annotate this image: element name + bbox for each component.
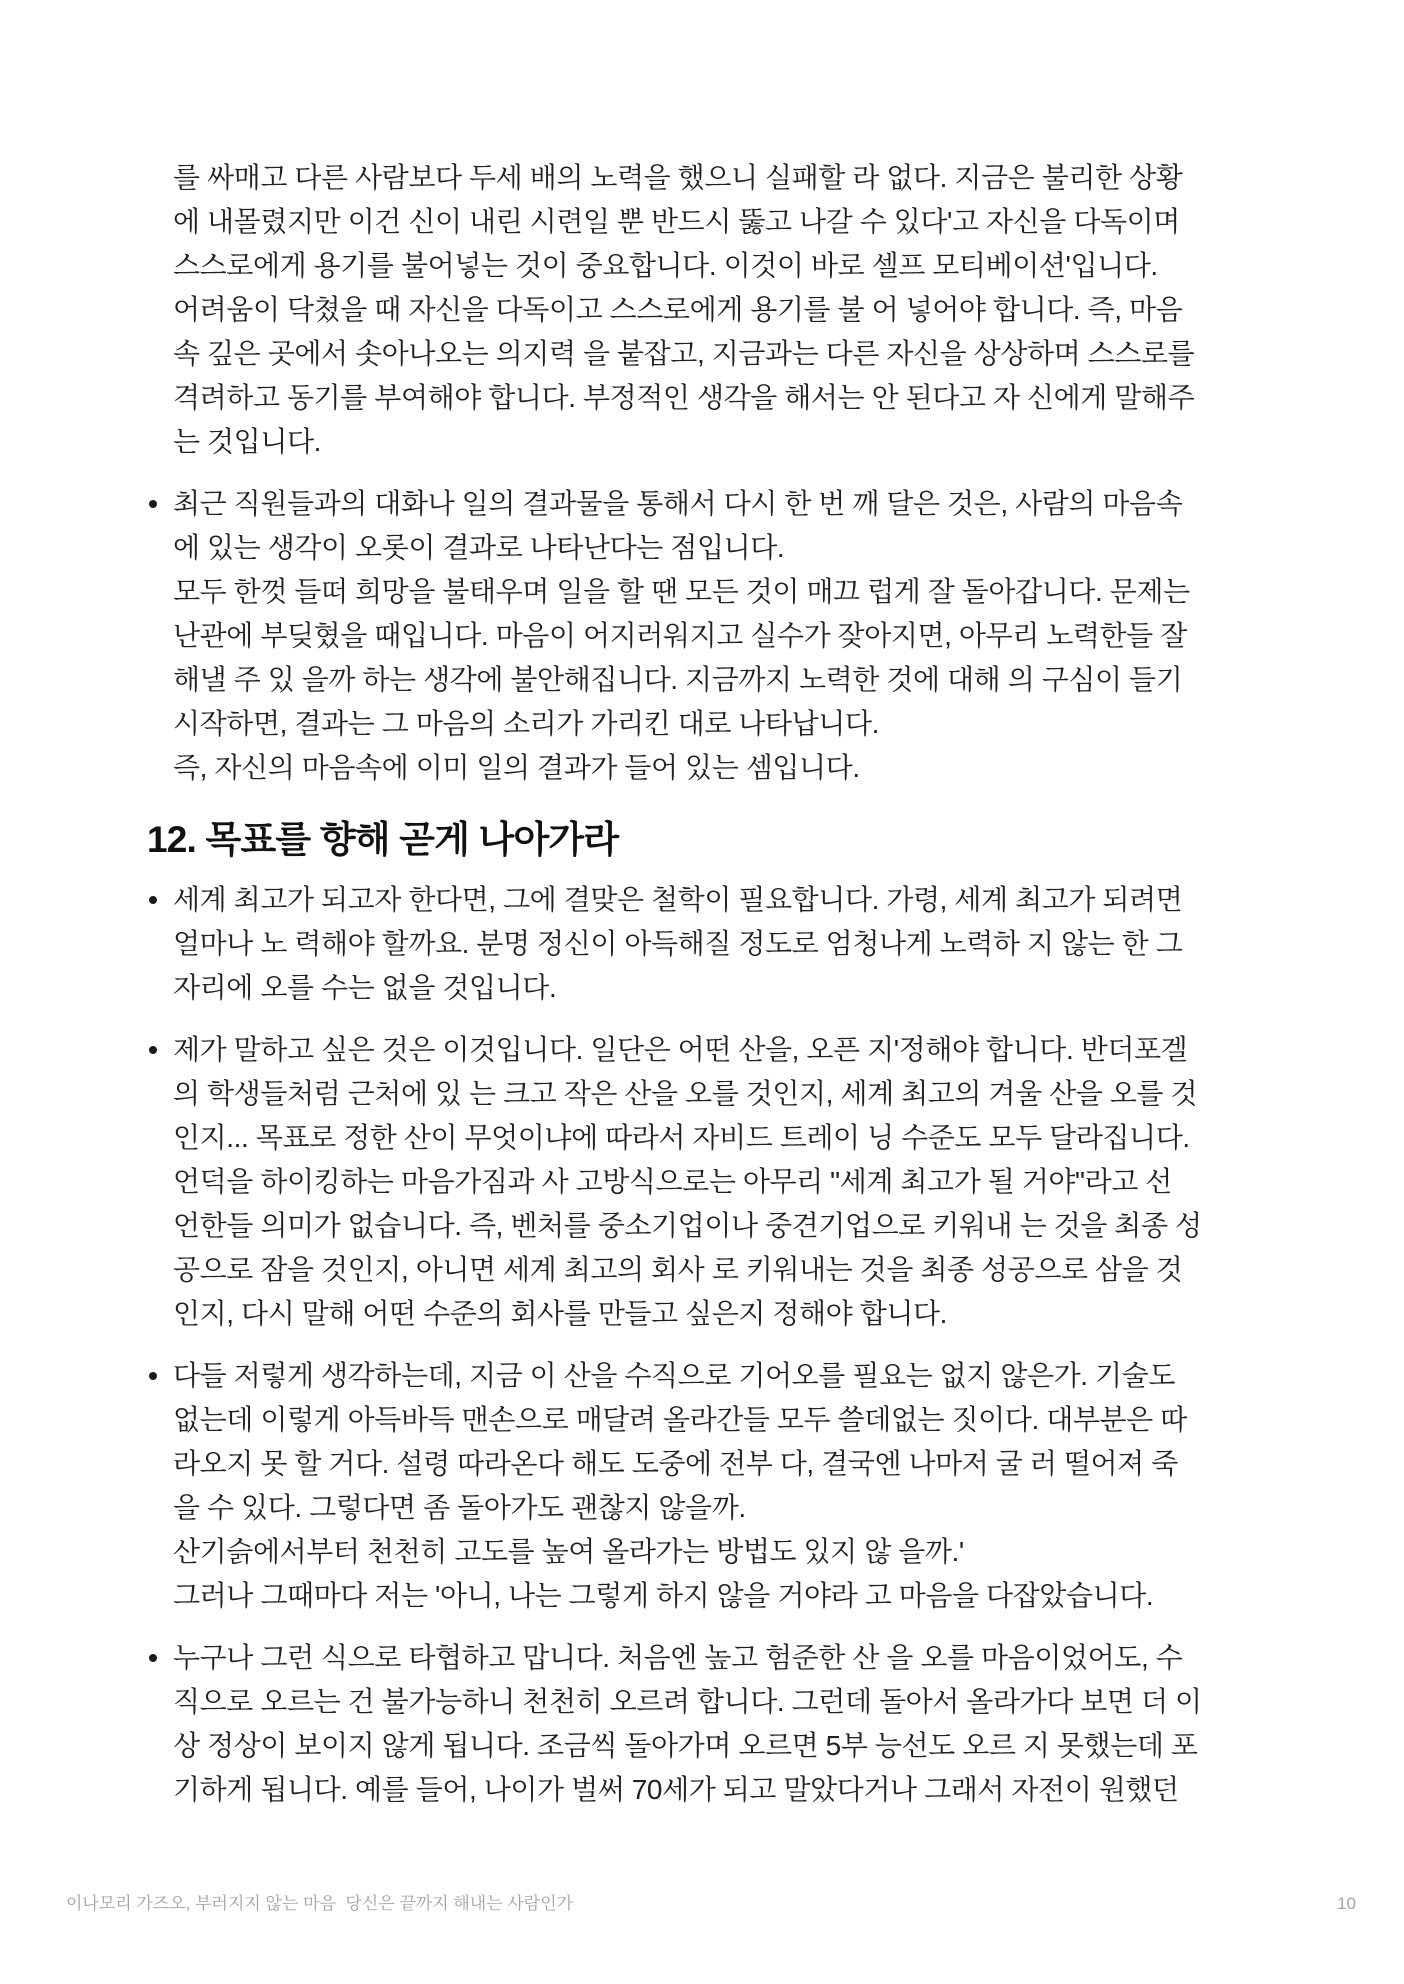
bullet-item bbox=[173, 482, 1237, 790]
section-heading: 12. 목표를 향해 곧게 나아가라 bbox=[147, 819, 619, 860]
text-lines: 최근 직원들과의 대화나 일의 결과물을 통해서 다시 한 번 깨 달은 것은, 사람의 마음속 에 있는 생각이 오롯이 결과로 나타난다는 점입니다. 모두 한껏 들떠 희망을 불태우며 일을 할 땐 모든 것이 매끄 럽게 잘 돌아갑니다. 문제는 난관에 부딪혔을 때입니다. 마음이 어지러워지고 실수가 잦아지면, 아무리 노력한들 잘 해낼 주 있 을까 하는 생각에 불안해집니다. 지금까지 노력한 것에 대해 의 구심이 들기 시작하면, 결과는 그 마음의 소리가 가리킨 대로 나타납니다. 즉, 자신의 마음속에 이미 일의 결과가 들어 있는 셈입니다. bbox=[173, 488, 1190, 783]
page-footer bbox=[66, 1893, 1356, 1915]
bullet-icon bbox=[149, 1046, 157, 1054]
text-lines: 제가 말하고 싶은 것은 이것입니다. 일단은 어떤 산을, 오픈 지'정해야 합니다. 반더포겔 의 학생들처럼 근처에 있 는 크고 작은 산을 오를 것인지, 세계 최고의 겨울 산을 오를 것 인지... 목표로 정한 산이 무엇이냐에 따라서 자비드 트레이 닝 수준도 모두 달라집니다. 언덕을 하이킹하는 마음가짐과 사 고방식으로는 아무리 "세계 최고가 될 거야"라고 선 언한들 의미가 없습니다. 즉, 벤처를 중소기업이나 중견기업으로 키워내 는 것을 최종 성 공으로 잠을 것인지, 아니면 세계 최고의 회사 로 키워내는 것을 최종 성공으로 삼을 것 인지, 다시 말해 어떤 수준의 회사를 만들고 싶은지 정해야 합니다. bbox=[173, 1034, 1202, 1329]
bullet-icon bbox=[149, 1372, 157, 1380]
paragraph-block bbox=[173, 156, 1237, 464]
text-lines: 를 싸매고 다른 사람보다 두세 배의 노력을 했으니 실패할 라 없다. 지금은 불리한 상황 에 내몰렸지만 이건 신이 내린 시련일 뿐 반드시 뚫고 나갈 수 있다'고 자신을 다독이며 스스로에게 용기를 불어넣는 것이 중요합니다. 이것이 바로 셀프 모티베이션'입니다. 어려움이 닥쳤을 때 자신을 다독이고 스스로에게 용기를 불 어 넣어야 합니다. 즉, 마음 속 깊은 곳에서 솟아나오는 의지력 을 붙잡고, 지금과는 다른 자신을 상상하며 스스로를 격려하고 동기를 부여해야 합니다. 부정적인 생각을 해서는 안 된다고 자 신에게 말해주 는 것입니다. bbox=[173, 162, 1195, 457]
text-lines: 세계 최고가 되고자 한다면, 그에 결맞은 철학이 필요합니다. 가령, 세계 최고가 되려면 얼마나 노 력해야 할까요. 분명 정신이 아득해질 정도로 엄청나게 노력하 지 않는 한 그 자리에 오를 수는 없을 것입니다. bbox=[173, 884, 1183, 1003]
page-number: 10 bbox=[1337, 1894, 1356, 1913]
bullet-item bbox=[173, 1636, 1237, 1812]
footer-book-title: 이나모리 가즈오, 부러지지 않는 마음 당신은 끝까지 해내는 사람인가 bbox=[66, 1894, 574, 1913]
document-body bbox=[147, 156, 1237, 1830]
text-lines: 다들 저렇게 생각하는데, 지금 이 산을 수직으로 기어오를 필요는 없지 않은가. 기술도 없는데 이렇게 아득바득 맨손으로 매달려 올라간들 모두 쓸데없는 짓이다. 대부분은 따 라오지 못 할 거다. 설령 따라온다 해도 도중에 전부 다, 결국엔 나마저 굴 러 떨어져 죽 을 수 있다. 그렇다면 좀 돌아가도 괜찮지 않을까. 산기슭에서부터 천천히 고도를 높여 올라가는 방법도 있지 않 을까.' 그러나 그때마다 저는 '아니, 나는 그렇게 하지 않을 거야라 고 마음을 다잡았습니다. bbox=[173, 1360, 1187, 1611]
bullet-icon bbox=[149, 1654, 157, 1662]
bullet-icon bbox=[149, 896, 157, 904]
bullet-item bbox=[173, 1354, 1237, 1618]
bullet-item bbox=[173, 878, 1237, 1010]
text-lines: 누구나 그런 식으로 타협하고 맙니다. 처음엔 높고 험준한 산 을 오를 마음이었어도, 수 직으로 오르는 건 불가능하니 천천히 오르려 합니다. 그런데 돌아서 올라가다 보면 더 이 상 정상이 보이지 않게 됩니다. 조금씩 돌아가며 오르면 5부 능선도 오르 지 못했는데 포 기하게 됩니다. 예를 들어, 나이가 벌써 70세가 되고 말았다거나 그래서 자전이 원했던 bbox=[173, 1642, 1202, 1805]
bullet-item bbox=[173, 1028, 1237, 1336]
bullet-icon bbox=[149, 500, 157, 508]
